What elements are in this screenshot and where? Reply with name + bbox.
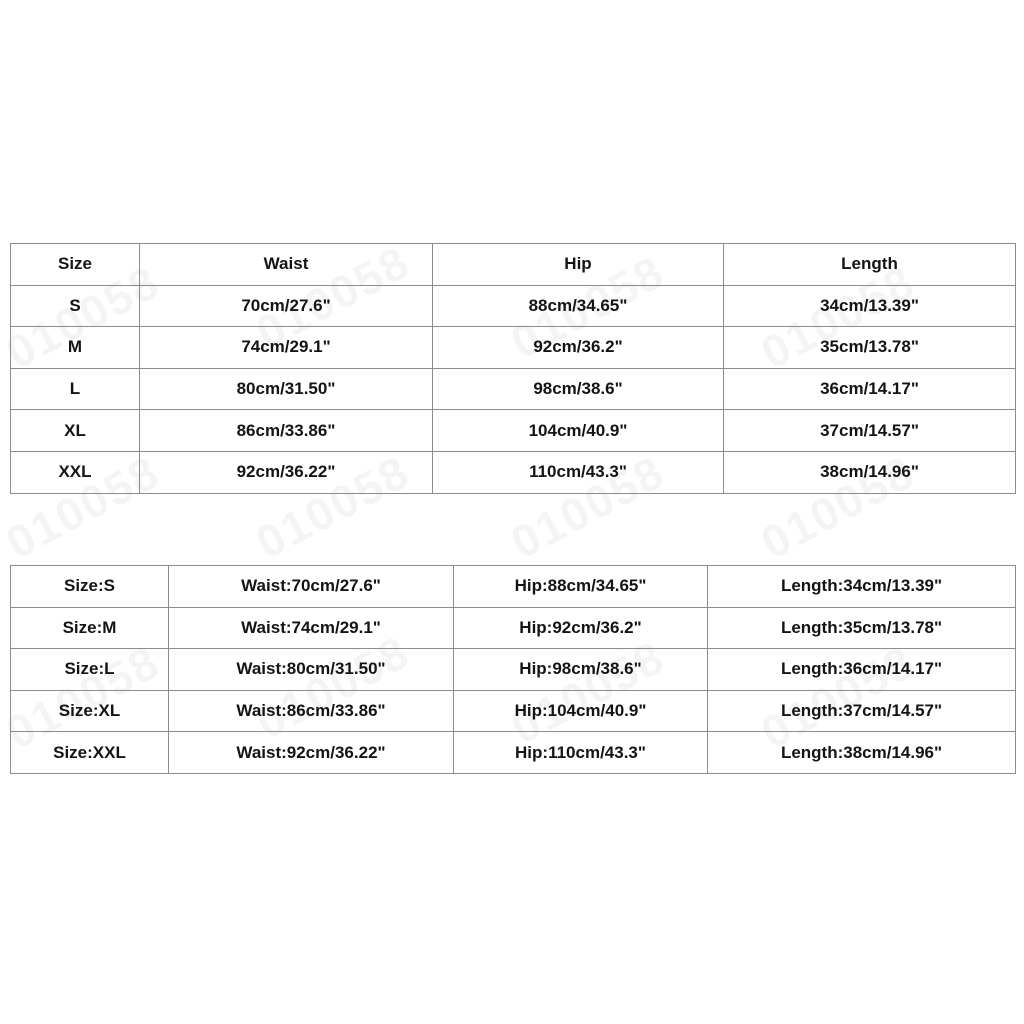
length-cell: 34cm/13.39" xyxy=(724,285,1016,327)
table-row xyxy=(11,649,1016,691)
table-header-row xyxy=(11,244,1016,286)
table-row xyxy=(11,368,1016,410)
table-row xyxy=(11,566,1016,608)
length-cell: Length:35cm/13.78" xyxy=(708,607,1016,649)
header-waist: Waist xyxy=(140,244,433,286)
waist-cell: Waist:74cm/29.1" xyxy=(169,607,454,649)
waist-cell: 92cm/36.22" xyxy=(140,451,433,493)
header-size: Size xyxy=(11,244,140,286)
table-row xyxy=(11,451,1016,493)
hip-cell: Hip:92cm/36.2" xyxy=(454,607,708,649)
table-row xyxy=(11,607,1016,649)
size-cell: XXL xyxy=(11,451,140,493)
waist-cell: 80cm/31.50" xyxy=(140,368,433,410)
length-cell: Length:38cm/14.96" xyxy=(708,732,1016,774)
hip-cell: 98cm/38.6" xyxy=(433,368,724,410)
length-cell: Length:37cm/14.57" xyxy=(708,690,1016,732)
size-cell: Size:L xyxy=(11,649,169,691)
length-cell: 35cm/13.78" xyxy=(724,327,1016,369)
header-hip: Hip xyxy=(433,244,724,286)
table-row xyxy=(11,732,1016,774)
hip-cell: Hip:88cm/34.65" xyxy=(454,566,708,608)
size-cell: L xyxy=(11,368,140,410)
size-label-table xyxy=(10,565,1016,774)
size-cell: Size:XL xyxy=(11,690,169,732)
hip-cell: 104cm/40.9" xyxy=(433,410,724,452)
size-chart-table xyxy=(10,243,1016,494)
table-row xyxy=(11,285,1016,327)
hip-cell: Hip:98cm/38.6" xyxy=(454,649,708,691)
length-cell: Length:36cm/14.17" xyxy=(708,649,1016,691)
waist-cell: Waist:70cm/27.6" xyxy=(169,566,454,608)
size-cell: Size:M xyxy=(11,607,169,649)
waist-cell: 74cm/29.1" xyxy=(140,327,433,369)
waist-cell: Waist:92cm/36.22" xyxy=(169,732,454,774)
size-cell: M xyxy=(11,327,140,369)
hip-cell: 110cm/43.3" xyxy=(433,451,724,493)
length-cell: 37cm/14.57" xyxy=(724,410,1016,452)
table-row xyxy=(11,690,1016,732)
hip-cell: Hip:110cm/43.3" xyxy=(454,732,708,774)
waist-cell: 86cm/33.86" xyxy=(140,410,433,452)
header-length: Length xyxy=(724,244,1016,286)
hip-cell: 92cm/36.2" xyxy=(433,327,724,369)
hip-cell: 88cm/34.65" xyxy=(433,285,724,327)
size-cell: S xyxy=(11,285,140,327)
table-row xyxy=(11,327,1016,369)
size-cell: Size:XXL xyxy=(11,732,169,774)
waist-cell: 70cm/27.6" xyxy=(140,285,433,327)
length-cell: 36cm/14.17" xyxy=(724,368,1016,410)
size-cell: Size:S xyxy=(11,566,169,608)
length-cell: 38cm/14.96" xyxy=(724,451,1016,493)
size-cell: XL xyxy=(11,410,140,452)
waist-cell: Waist:86cm/33.86" xyxy=(169,690,454,732)
hip-cell: Hip:104cm/40.9" xyxy=(454,690,708,732)
table-row xyxy=(11,410,1016,452)
waist-cell: Waist:80cm/31.50" xyxy=(169,649,454,691)
length-cell: Length:34cm/13.39" xyxy=(708,566,1016,608)
